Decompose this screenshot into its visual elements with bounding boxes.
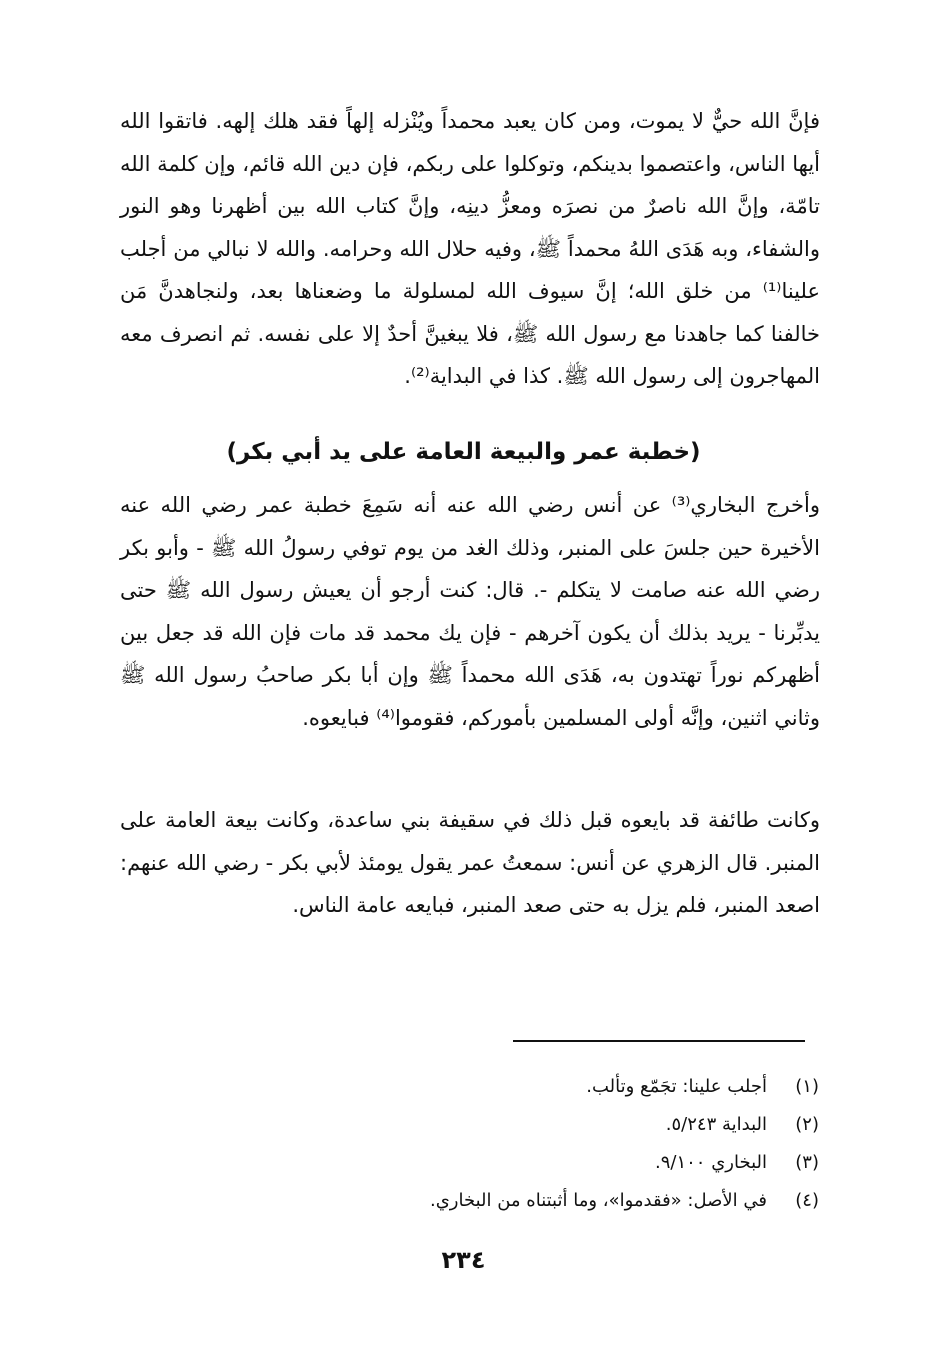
footnote-text: أجلب علينا: تجَمّع وتألب. — [586, 1076, 767, 1097]
paragraph-3 — [120, 799, 820, 927]
paragraph-2-text: وأخرج البخاري⁽³⁾ عن أنس رضي الله عنه أنه سَمِعَ خطبة عمر رضي الله عنه الأخيرة حين جلسَ على المنبر، وذلك الغد من يوم توفي رسولُ الله ﷺ - وأبو بكر رضي الله عنه صامت لا يتكلم -. قال: كنت أرجو أن يعيش رسول الله ﷺ حتى يدبِّرنا - يريد بذلك أن يكون آخرهم - فإن يك محمد قد مات فإن الله قد جعل بين أظهركم نوراً تهتدون به، هَدَى الله محمداً ﷺ وإن أبا بكر صاحبُ رسول الله ﷺ وثاني اثنين، وإنَّه أولى المسلمين بأموركم، فقوموا⁽⁴⁾ فبايعوه. — [120, 493, 820, 730]
footnote-number: (١) — [795, 1076, 819, 1097]
footnote-text: في الأصل: «فقدموا»، وما أثبتناه من البخاري. — [429, 1190, 767, 1211]
paragraph-1-text: فإنَّ الله حيٌّ لا يموت، ومن كان يعبد محمداً ويُنْزله إلهاً فقد هلك إلهه. فاتقوا الله أيها الناس، واعتصموا بدينكم، وتوكلوا على ربكم، فإن دين الله قائم، وإن كلمة الله تامّة، وإنَّ الله ناصرٌ من نصرَه ومعزُّ دينِه، وإنَّ كتاب الله بين أظهرنا وهو النور والشفاء، وبه هَدَى اللهُ محمداً ﷺ، وفيه حلال الله وحرامه. والله لا نبالي من أجلب علينا⁽¹⁾ من خلق الله؛ إنَّ سيوف الله لمسلولة ما وضعناها بعد، ولنجاهدنَّ مَن خالفنا كما جاهدنا مع رسول الله ﷺ، فلا يبغينَّ أحدٌ إلا على نفسه. ثم انصرف معه المهاجرون إلى رسول الله ﷺ. كذا في البداية⁽²⁾. — [120, 109, 820, 388]
footnote-text: البداية ٥/٢٤٣. — [665, 1114, 767, 1135]
footnote-3 — [119, 1144, 819, 1182]
paragraph-1 — [120, 100, 820, 398]
footnote-number: (٢) — [795, 1114, 819, 1135]
page-number: ٢٣٤ — [441, 1246, 486, 1274]
footnotes — [119, 1068, 819, 1220]
footnote-4 — [119, 1182, 819, 1220]
paragraph-3-text: وكانت طائفة قد بايعوه قبل ذلك في سقيفة بني ساعدة، وكانت بيعة العامة على المنبر. قال الزهري عن أنس: سمعتُ عمر يقول يومئذ لأبي بكر - رضي الله عنهم: اصعد المنبر، فلم يزل به حتى صعد المنبر، فبايعه عامة الناس. — [120, 808, 820, 917]
footnote-divider — [513, 1040, 805, 1042]
footnote-number: (٣) — [795, 1152, 819, 1173]
footnote-2 — [119, 1106, 819, 1144]
footnote-text: البخاري ٩/١٠٠. — [654, 1152, 767, 1173]
section-heading: (خطبة عمر والبيعة العامة على يد أبي بكر) — [226, 439, 701, 465]
paragraph-2 — [120, 484, 820, 739]
footnote-1 — [119, 1068, 819, 1106]
footnote-number: (٤) — [795, 1190, 819, 1211]
